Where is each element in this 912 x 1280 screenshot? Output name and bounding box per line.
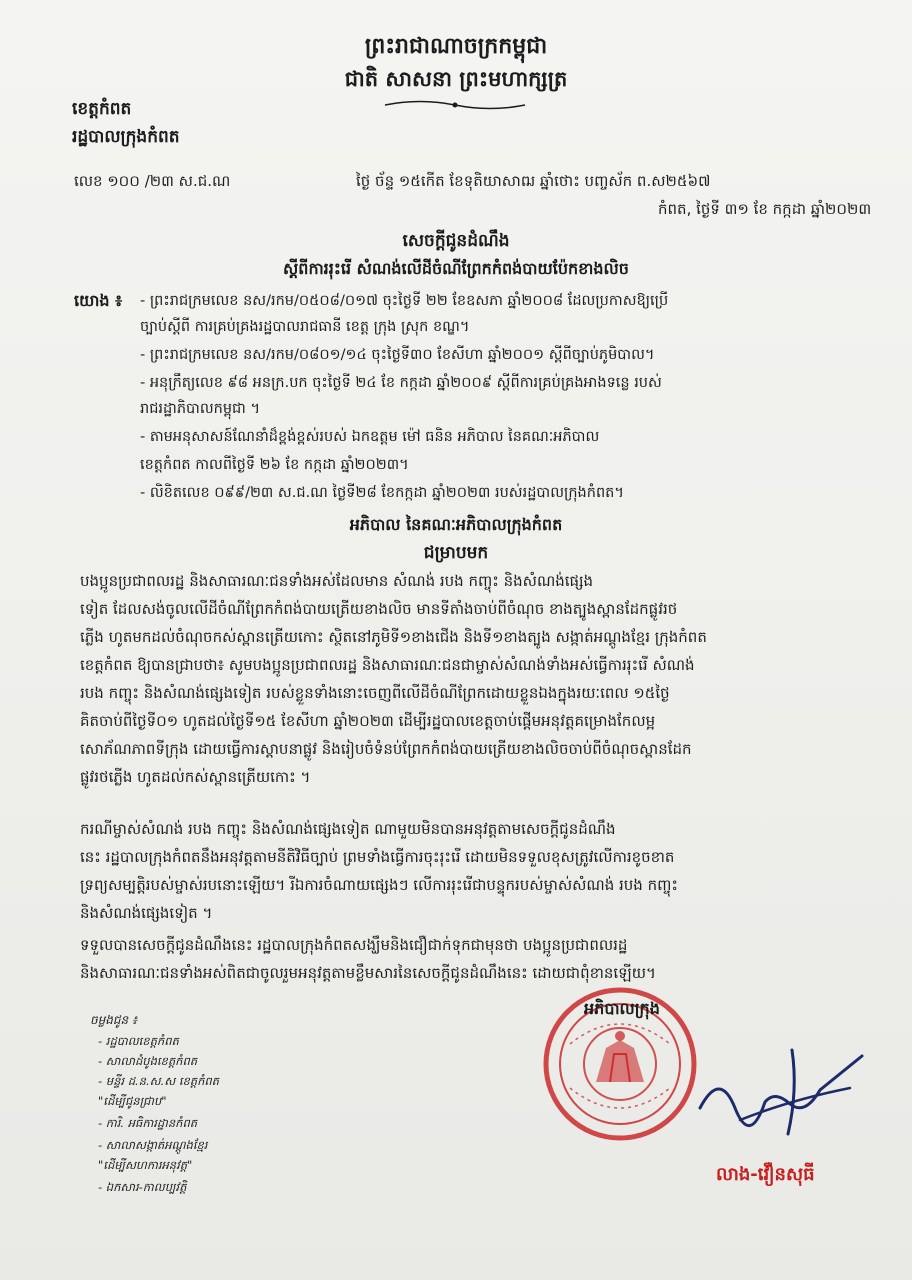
inform-heading: ជម្រាបមក bbox=[423, 543, 489, 563]
governor-heading: អភិបាល នៃគណៈអភិបាលក្រុងកំពត bbox=[349, 515, 563, 534]
province-label: ខេត្តកំពត bbox=[72, 99, 132, 119]
ornament-divider bbox=[380, 98, 530, 112]
body-line: ទៀត ដែលសង់ចូលលើដីចំណីព្រែកកំពង់បាយត្រើយខាងលិច មានទីតាំងចាប់ពីចំណុច ខាងត្បូងស្ពានដែកផ្លូវរថ bbox=[80, 600, 678, 618]
copy-to-item: - សាលាសង្កាត់អណ្តូងខ្មែរ bbox=[98, 1138, 208, 1152]
lunar-date: ថ្ងៃ ច័ន្ទ ១៥កើត ខែទុតិយាសាឍ ឆ្នាំថោះ បញ្ចស័ក ព.ស២៥៦៧ bbox=[356, 172, 711, 190]
basis-line: រាជរដ្ឋាភិបាលកម្ពុជា ។ bbox=[140, 401, 261, 417]
body-line: ករណីម្ចាស់សំណង់ របង កញ្ចុះ និងសំណង់ផ្សេងទៀត ណាមួយមិនបានអនុវត្តតាមសេចក្តីជូនដំណឹង bbox=[80, 820, 616, 838]
basis-line: - ព្រះរាជក្រមលេខ នស/រកម/០៨០១/១៤ ចុះថ្ងៃទី៣០ ខែសីហា ឆ្នាំ២០០១ ស្តីពីច្បាប់ភូមិបាល។ bbox=[140, 347, 655, 363]
basis-line: - អនុក្រឹត្យលេខ ៩៨ អនក្រ.បក ចុះថ្ងៃទី ២៤ ខែ កក្កដា ឆ្នាំ២០០៩ ស្តីពីការគ្រប់គ្រងអាងទន្លេ របស់ bbox=[140, 375, 662, 391]
copy-to-item: - ការិ. អធិការដ្ឋានកំពត bbox=[98, 1116, 198, 1130]
copy-to-title: ចម្លងជូន ៖ bbox=[90, 1013, 138, 1027]
handwritten-signature bbox=[680, 1030, 870, 1140]
body-line: សោភ័ណភាពទីក្រុង ដោយធ្វើការស្តាបនាផ្លូវ និងរៀបចំទំនប់ព្រែកកំពង់បាយត្រើយខាងលិចចាប់ពីចំណុចស្ពានដែក bbox=[80, 740, 692, 758]
basis-line: ច្បាប់ស្តីពី ការគ្រប់គ្រងរដ្ឋបាលរាជធានី ខេត្ត ក្រុង ស្រុក ខណ្ឌ។ bbox=[140, 319, 470, 335]
document-type-title: សេចក្តីជូនដំណឹង bbox=[402, 231, 510, 251]
body-line: ភ្លើង ហូតមកដល់ចំណុចកស់ស្ពានត្រើយកោះ ស្ថិតនៅភូមិទី១ខាងជើង និងទី១ខាងត្បូង សង្កាត់អណ្តូងខ្មែរ ក្រុងកំពត bbox=[80, 628, 707, 646]
solar-date: កំពត, ថ្ងៃទី ៣១ ខែ កក្កដា ឆ្នាំ២០២៣ bbox=[658, 200, 872, 218]
body-line: ខេត្តកំពត ឱ្យបានជ្រាបថា៖ សូមបងប្អូនប្រជាពលរដ្ឋ និងសាធារណៈជនជាម្ចាស់សំណង់ទាំងអស់ធ្វើការរុះរើ សំណង់ bbox=[80, 656, 695, 674]
basis-line: - លិខិតលេខ ០៩៩/២៣ ស.ជ.ណ ថ្ងៃទី២៨ ខែកក្កដា ឆ្នាំ២០២៣ របស់រដ្ឋបាលក្រុងកំពត។ bbox=[140, 485, 624, 501]
copy-to-item: "ដើម្បីសហការអនុវត្ត" bbox=[98, 1158, 193, 1172]
copy-to-item: - មន្ទីរ ដ.ន.ស.ស ខេត្តកំពត bbox=[98, 1074, 219, 1088]
copy-to-item: - រដ្ឋបាលខេត្តកំពត bbox=[98, 1034, 179, 1048]
body-line: និងសំណង់ផ្សេងទៀត ។ bbox=[80, 904, 213, 922]
motto-heading: ជាតិ សាសនា ព្រះមហាក្សត្រ bbox=[344, 67, 568, 91]
body-line: គិតចាប់ពីថ្ងៃទី០១ ហូតដល់ថ្ងៃទី១៥ ខែសីហា ឆ្នាំ២០២៣ ដើម្បីរដ្ឋបាលខេត្តចាប់ផ្តើមអនុវត្តគម្រោងកែលម្អ bbox=[80, 712, 656, 730]
body-line: និងសាធារណៈជនទាំងអស់ពិតជាចូលរួមអនុវត្តតាមខ្លឹមសារនៃសេចក្តីជូនដំណឹងនេះ ដោយជាពុំខានឡើយ។ bbox=[80, 964, 656, 982]
city-admin-label: រដ្ឋបាលក្រុងកំពត bbox=[72, 127, 180, 147]
body-line: នេះ រដ្ឋបាលក្រុងកំពតនឹងអនុវត្តតាមនីតិវិធីច្បាប់ ព្រមទាំងធ្វើការចុះរុះរើ ដោយមិនទទួលខុសត្រូវលើការខូចខាត bbox=[80, 848, 675, 866]
body-line: បងប្អូនប្រជាពលរដ្ឋ និងសាធារណៈជនទាំងអស់ដែលមាន សំណង់ របង កញ្ចុះ និងសំណង់ផ្សេង bbox=[80, 572, 594, 590]
basis-line: ខេត្តកំពត កាលពីថ្ងៃទី ២៦ ខែ កក្កដា ឆ្នាំ២០២៣។ bbox=[140, 457, 409, 473]
signatory-name: លាង-វឿនសុធី bbox=[716, 1164, 815, 1185]
body-line: របង កញ្ចុះ និងសំណង់ផ្សេងទៀត របស់ខ្លួនទាំងនោះចេញពីលើដីចំណីព្រែកដោយខ្លួនឯងក្នុងរយៈពេល ១៥ថ្ងៃ bbox=[80, 684, 670, 702]
basis-line: - តាមអនុសាសន៍ណែនាំដ៏ខ្ពង់ខ្ពស់របស់ ឯកឧត្តម ម៉ៅ ធនិន អភិបាល នៃគណៈអភិបាល bbox=[140, 429, 600, 445]
reference-number: លេខ ១០០ /២៣ ស.ជ.ណ bbox=[74, 172, 231, 190]
document-subject: ស្តីពីការរុះរើ សំណង់លើដីចំណីព្រែកកំពង់បាយប៉ែកខាងលិច bbox=[283, 259, 629, 278]
signatory-title: អភិបាលក្រុង bbox=[584, 999, 660, 1018]
kingdom-heading: ព្រះរាជាណាចក្រកម្ពុជា bbox=[364, 34, 548, 59]
copy-to-item: - សាលាដំបូងខេត្តកំពត bbox=[98, 1054, 198, 1068]
body-line: ទ្រព្យសម្បត្តិរបស់ម្ចាស់របនោះឡើយ។ រីឯការចំណាយផ្សេងៗ លើការរុះរើជាបន្ទុករបស់ម្ចាស់សំណង់ របង កញ្ចុះ bbox=[80, 876, 678, 894]
basis-label: យោង ៖ bbox=[74, 291, 123, 310]
copy-to-item: "ដើម្បីជូនជ្រាប" bbox=[98, 1094, 167, 1108]
body-line: ទទួលបានសេចក្តីជូនដំណឹងនេះ រដ្ឋបាលក្រុងកំពតសង្ឃឹមនិងជឿជាក់ទុកជាមុនថា បងប្អូនប្រជាពលរដ្ឋ bbox=[80, 936, 628, 954]
basis-line: - ព្រះរាជក្រមលេខ នស/រកម/០៥០៨/០១៧ ចុះថ្ងៃទី ២២ ខែឧសភា ឆ្នាំ២០០៨ ដែលប្រកាសឱ្យប្រើ bbox=[140, 293, 669, 309]
copy-to-item: - ឯកសារ-កាលប្បវត្តិ bbox=[98, 1180, 187, 1194]
body-line: ផ្លូវរថភ្លើង ហូតដល់កស់ស្ពានត្រើយកោះ ។ bbox=[80, 768, 311, 786]
